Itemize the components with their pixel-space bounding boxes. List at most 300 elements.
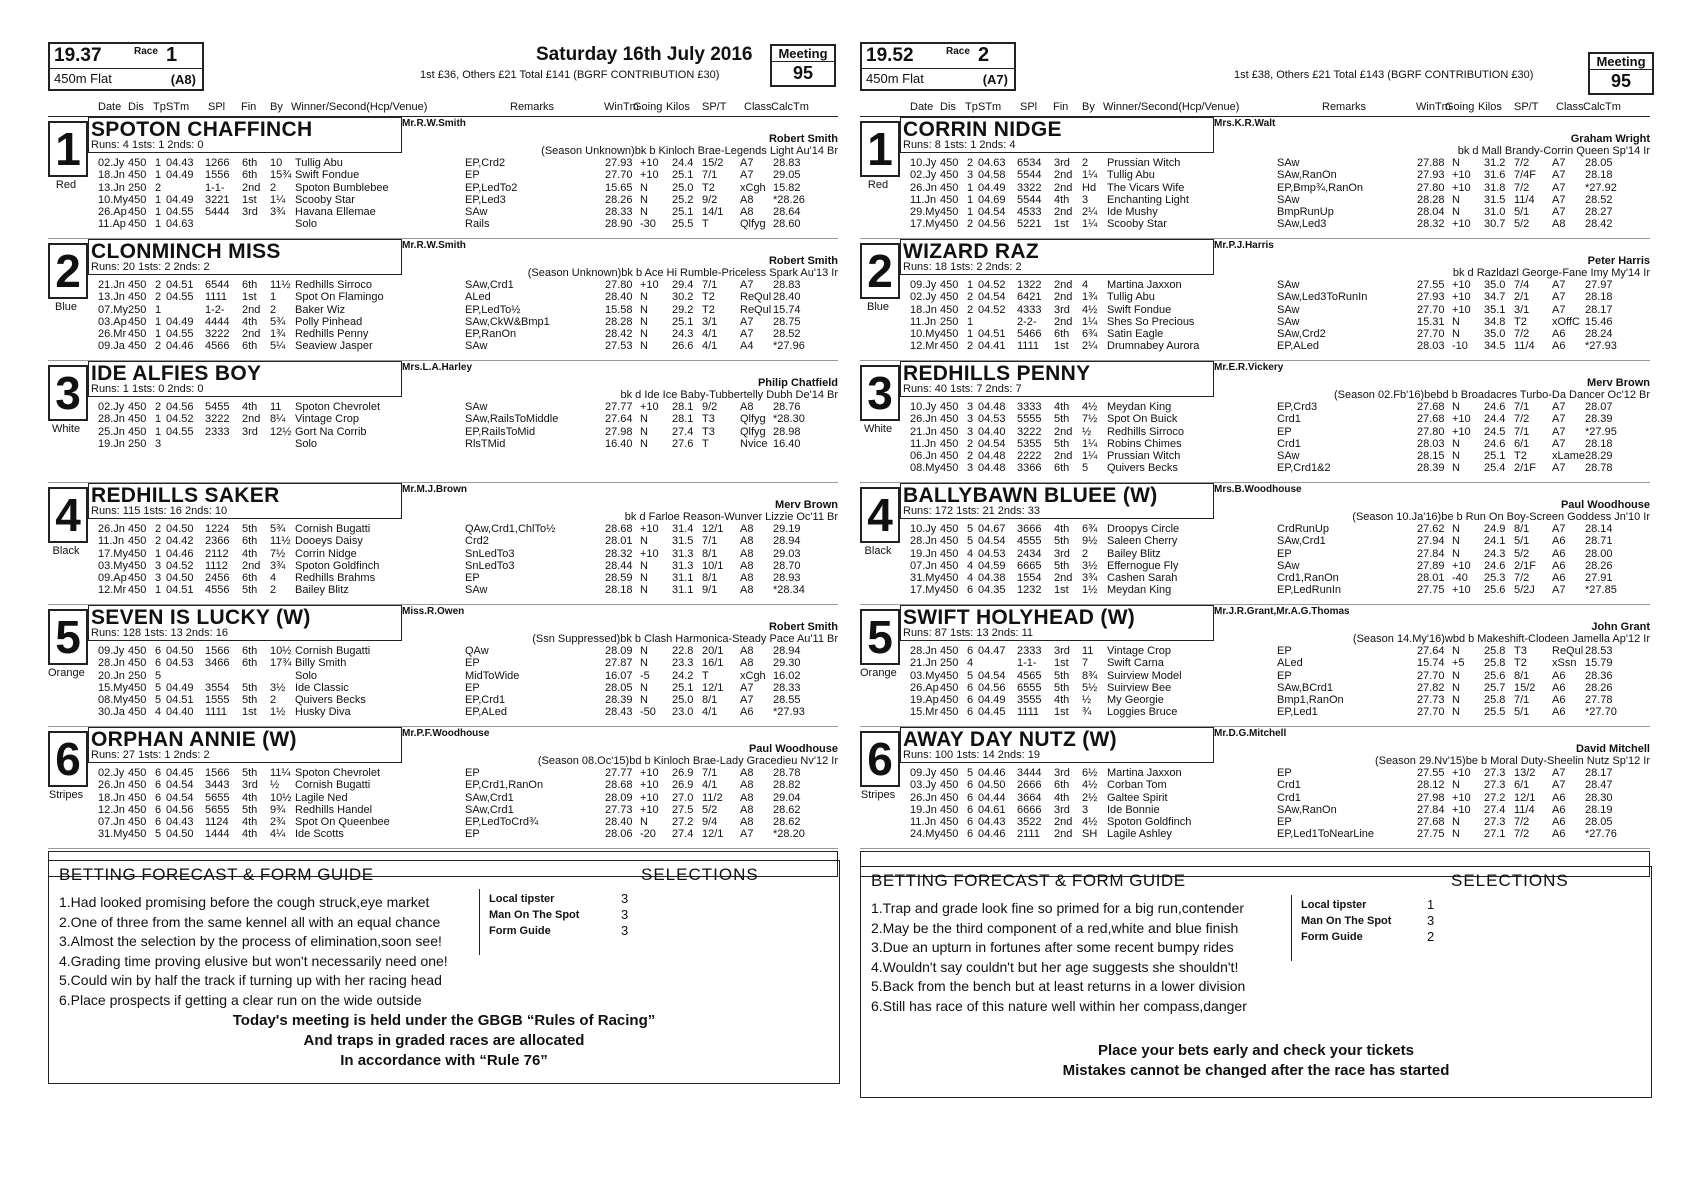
form-class: ReQul	[1552, 645, 1584, 657]
form-wintm: 27.80	[1417, 181, 1445, 194]
form-by: 3¾	[270, 559, 286, 572]
form-spl: 6665	[1017, 559, 1042, 572]
form-kilos: 24.5	[1484, 425, 1506, 438]
form-kilos: 27.1	[1484, 828, 1506, 841]
column-class: Class	[744, 101, 772, 113]
trap-number: 4	[860, 487, 900, 543]
race-time-box	[860, 42, 1016, 91]
runner-breeding: (Season 08.Oc'15)bd b Kinloch Brae-Lady Gracedieu Nv'12 Ir	[537, 755, 838, 767]
form-calctm: 15.82	[773, 181, 801, 194]
form-winnersecondhcpvenue: Meydan King	[1107, 584, 1172, 597]
form-row	[900, 206, 1650, 218]
form-spt: 7/2	[1514, 157, 1530, 169]
form-going: N	[640, 181, 648, 194]
form-row	[900, 645, 1650, 657]
form-class: A6	[1552, 535, 1566, 548]
form-fin: 2nd	[242, 181, 261, 194]
form-date: 02.Jy	[98, 767, 125, 779]
form-date: 02.Jy	[910, 169, 937, 182]
form-winnersecondhcpvenue: Robins Chimes	[1107, 437, 1182, 450]
column-stm: STm	[978, 101, 1002, 113]
form-stm: 04.40	[978, 425, 1006, 438]
form-fin: 6th	[242, 572, 258, 585]
form-by: 12½	[270, 425, 292, 438]
form-stm: 04.45	[166, 767, 194, 779]
form-going: N	[1452, 450, 1460, 463]
form-wintm: 27.82	[1417, 681, 1445, 694]
form-tp: 5	[155, 694, 162, 707]
form-stm: 04.55	[166, 291, 194, 304]
runner-name: BALLYBAWN BLUEE (W)	[903, 484, 1158, 507]
form-spt: 7/1	[1514, 425, 1530, 438]
form-winnersecondhcpvenue: Droopys Circle	[1107, 523, 1180, 535]
form-wintm: 27.84	[1417, 547, 1445, 560]
form-going: +10	[1452, 559, 1471, 572]
form-kilos: 25.0	[672, 181, 694, 194]
form-date: 09.Ja	[98, 340, 125, 353]
form-spt: 2/1F	[1514, 462, 1537, 475]
form-spt: 8/1	[702, 572, 718, 585]
form-fin: 1st	[242, 291, 257, 304]
trap-colour: Black	[52, 545, 80, 557]
tipster-names	[1301, 897, 1391, 945]
form-spl: 5444	[205, 206, 230, 219]
form-calctm: 27.91	[1585, 572, 1613, 585]
form-kilos: 28.1	[672, 401, 694, 413]
form-dis: 450	[940, 450, 959, 463]
form-winnersecondhcpvenue: Swift Fondue	[295, 169, 360, 182]
form-remarks: QAw,Crd1,ChlTo½	[465, 523, 556, 535]
form-fin: 1st	[1054, 340, 1069, 353]
form-stm: 04.48	[978, 401, 1006, 413]
form-spl: 3333	[1017, 401, 1042, 413]
form-row	[88, 401, 838, 413]
form-calctm: 28.76	[773, 401, 801, 413]
form-kilos: 24.2	[672, 669, 694, 682]
form-stm: 04.56	[166, 803, 194, 816]
form-row	[88, 169, 838, 181]
form-kilos: 27.4	[672, 828, 694, 841]
runner-stats: Runs: 40 1sts: 7 2nds: 7	[903, 383, 1022, 395]
form-date: 08.My	[98, 694, 128, 707]
form-row	[88, 182, 838, 194]
runner-name-box	[900, 361, 1214, 397]
form-kilos: 27.3	[1484, 779, 1506, 792]
form-remarks: SAw	[1277, 279, 1300, 291]
form-spl: 1555	[205, 694, 230, 707]
form-wintm: 27.93	[605, 157, 633, 169]
form-going: +10	[1452, 291, 1471, 304]
form-dis: 450	[128, 401, 147, 413]
trap-number: 1	[48, 121, 88, 177]
form-winnersecondhcpvenue: Redhills Sirroco	[295, 279, 373, 291]
form-spl: 1556	[205, 169, 230, 182]
form-dis: 450	[128, 706, 147, 719]
form-remarks: SnLedTo3	[465, 547, 515, 560]
form-tp: 3	[155, 559, 162, 572]
form-tp: 6	[155, 767, 162, 779]
form-tp: 6	[967, 681, 974, 694]
form-kilos: 31.5	[672, 535, 694, 548]
form-going: N	[640, 413, 648, 426]
form-stm: 04.50	[166, 645, 194, 657]
form-stm: 04.61	[978, 803, 1006, 816]
form-tp: 1	[155, 328, 162, 341]
trap-colour: Orange	[860, 667, 897, 679]
form-by: 4½	[1082, 816, 1098, 829]
form-row	[88, 572, 838, 584]
form-fin: 5th	[1054, 559, 1070, 572]
form-kilos: 27.6	[672, 437, 694, 450]
form-class: A8	[740, 547, 754, 560]
form-wintm: 28.09	[605, 645, 633, 657]
form-remarks: SAw,RanOn	[1277, 169, 1337, 182]
tipster-picks	[1427, 897, 1434, 945]
forecast-line: 6.Still has race of this nature well within her compass,danger	[871, 997, 1247, 1014]
form-row	[88, 657, 838, 669]
runner-name: WIZARD RAZ	[903, 240, 1039, 263]
form-dis: 450	[128, 340, 147, 353]
form-remarks: Crd2	[465, 535, 489, 548]
form-dis: 450	[128, 193, 147, 206]
tipster-pick: 3	[621, 907, 629, 922]
form-fin: 4th	[242, 315, 258, 328]
form-stm: 04.56	[166, 401, 194, 413]
form-going: +10	[640, 547, 659, 560]
runner-name-box	[88, 117, 402, 153]
form-winnersecondhcpvenue: Spoton Bumblebee	[295, 181, 389, 194]
form-tp: 6	[967, 694, 974, 707]
tipster-names	[489, 891, 579, 939]
form-stm: 04.41	[978, 340, 1006, 353]
form-wintm: 27.77	[605, 767, 633, 779]
form-lines	[88, 401, 838, 450]
form-date: 15.My	[98, 681, 128, 694]
form-class: xCgh	[740, 669, 766, 682]
form-remarks: SAw	[465, 206, 488, 219]
runner-entry	[48, 727, 838, 849]
trap-colour: Blue	[866, 301, 890, 313]
column-calctm: CalcTm	[1583, 101, 1621, 113]
runner-stats: Runs: 87 1sts: 13 2nds: 11	[903, 627, 1034, 639]
form-remarks: SAw,BCrd1	[1277, 681, 1334, 694]
form-winnersecondhcpvenue: Solo	[295, 669, 318, 682]
form-dis: 450	[940, 340, 959, 353]
form-by: ½	[270, 779, 280, 792]
form-tp: 1	[155, 206, 162, 219]
form-stm: 04.35	[978, 584, 1006, 597]
form-fin: 5th	[1054, 437, 1070, 450]
form-spl: 3664	[1017, 791, 1042, 804]
form-wintm: 28.33	[605, 206, 633, 219]
selections-title: SELECTIONS	[641, 865, 759, 884]
form-date: 03.My	[910, 669, 940, 682]
runner-trainer: David Mitchell	[1576, 743, 1650, 755]
form-row	[900, 767, 1650, 779]
form-wintm: 27.80	[605, 279, 633, 291]
runner-entry	[860, 605, 1650, 727]
form-row	[900, 535, 1650, 547]
form-kilos: 26.6	[672, 340, 694, 353]
form-wintm: 27.55	[1417, 279, 1445, 291]
form-kilos: 25.7	[1484, 681, 1506, 694]
form-tp: 6	[155, 803, 162, 816]
form-kilos: 25.6	[1484, 584, 1506, 597]
form-winnersecondhcpvenue: Spoton Goldfinch	[295, 559, 380, 572]
form-fin: 3rd	[242, 425, 258, 438]
form-wintm: 27.70	[605, 169, 633, 182]
form-winnersecondhcpvenue: Redhills Handel	[295, 803, 373, 816]
form-row	[900, 804, 1650, 816]
form-date: 02.Jy	[98, 157, 125, 169]
form-spt: 11/4	[1514, 193, 1535, 206]
form-by: 5¾	[270, 315, 286, 328]
runner-name-box	[88, 239, 402, 275]
form-date: 12.Mr	[910, 340, 939, 353]
form-spt: 11/4	[1514, 803, 1535, 816]
form-spt: 5/1	[1514, 206, 1530, 219]
form-spl: 1266	[205, 157, 230, 169]
form-by: 2	[270, 303, 277, 316]
trap-colour: White	[51, 423, 81, 435]
form-spt: 8/1	[1514, 669, 1530, 682]
form-kilos: 25.6	[1484, 669, 1506, 682]
form-by: 17¾	[270, 657, 292, 670]
form-stm: 04.52	[978, 303, 1006, 316]
form-row	[88, 426, 838, 438]
form-class: A6	[1552, 694, 1566, 707]
form-winnersecondhcpvenue: Satin Eagle	[1107, 328, 1164, 341]
form-kilos: 28.1	[672, 413, 694, 426]
form-by: 1¾	[1082, 291, 1098, 304]
form-spl: 1554	[1017, 572, 1042, 585]
form-class: A8	[1552, 218, 1566, 231]
form-by: 6¾	[1082, 328, 1098, 341]
form-remarks: Rails	[465, 218, 490, 231]
form-wintm: 28.09	[605, 791, 633, 804]
form-remarks: SAw,CkW&Bmp1	[465, 315, 550, 328]
footnote-line: Mistakes cannot be changed after the race has started	[1062, 1062, 1450, 1079]
runner-name: REDHILLS PENNY	[903, 362, 1091, 385]
form-fin: 6th	[242, 279, 258, 291]
form-dis: 450	[128, 779, 147, 792]
form-tp: 4	[967, 547, 974, 560]
forecast-line: 4.Grading time proving elusive but won't necessarily need one!	[59, 952, 448, 969]
race-card-left	[48, 42, 838, 1069]
form-kilos: 24.1	[1484, 535, 1506, 548]
form-kilos: 25.8	[1484, 645, 1506, 657]
form-calctm: *27.92	[1585, 181, 1617, 194]
form-wintm: 16.40	[605, 437, 633, 450]
form-kilos: 29.2	[672, 303, 694, 316]
form-date: 29.My	[910, 206, 940, 219]
form-lines	[900, 279, 1650, 353]
form-calctm: 28.93	[773, 572, 801, 585]
form-wintm: 27.64	[605, 413, 633, 426]
form-winnersecondhcpvenue: Cornish Bugatti	[295, 645, 371, 657]
runner-name: SPOTON CHAFFINCH	[91, 118, 313, 141]
form-wintm: 28.59	[605, 572, 633, 585]
form-kilos: 27.2	[672, 816, 694, 829]
form-going: +10	[1452, 425, 1471, 438]
form-remarks: EP	[1277, 767, 1292, 779]
runner-owner: Mr.P.F.Woodhouse	[402, 728, 490, 739]
form-dis: 450	[128, 425, 147, 438]
form-fin: 6th	[242, 340, 258, 353]
form-winnersecondhcpvenue: Ide Mushy	[1107, 206, 1158, 219]
form-spl: 4555	[1017, 535, 1042, 548]
form-winnersecondhcpvenue: Corban Tom	[1107, 779, 1167, 792]
form-wintm: 28.42	[605, 328, 633, 341]
form-stm: 04.55	[166, 206, 194, 219]
form-fin: 5th	[242, 523, 258, 535]
form-stm: 04.49	[978, 181, 1006, 194]
form-spl: 6544	[205, 279, 230, 291]
form-stm: 04.46	[978, 828, 1006, 841]
form-remarks: SAw	[1277, 315, 1300, 328]
form-calctm: 29.04	[773, 791, 801, 804]
form-date: 28.Jn	[910, 535, 937, 548]
form-spt: 12/1	[702, 523, 724, 535]
form-calctm: 15.46	[1585, 315, 1613, 328]
runner-trainer: Merv Brown	[1587, 377, 1650, 389]
form-date: 10.My	[98, 193, 128, 206]
form-tp: 6	[967, 791, 974, 804]
form-going: -20	[640, 828, 656, 841]
form-wintm: 28.68	[605, 523, 633, 535]
runner-name-box	[900, 605, 1214, 641]
form-winnersecondhcpvenue: Vintage Crop	[295, 413, 360, 426]
column-by: By	[270, 101, 283, 113]
form-tp: 3	[967, 169, 974, 182]
form-calctm: 28.24	[1585, 328, 1613, 341]
form-dis: 450	[128, 767, 147, 779]
form-tp: 6	[967, 816, 974, 829]
form-remarks: Crd1	[1277, 791, 1301, 804]
form-kilos: 35.1	[1484, 303, 1506, 316]
form-winnersecondhcpvenue: Bailey Blitz	[1107, 547, 1161, 560]
form-tp: 2	[967, 291, 974, 304]
form-date: 10.Jy	[910, 523, 937, 535]
form-kilos: 23.3	[672, 657, 694, 670]
form-class: Nvice	[740, 437, 768, 450]
form-kilos: 23.0	[672, 706, 694, 719]
form-winnersecondhcpvenue: Solo	[295, 218, 318, 231]
column-stm: STm	[166, 101, 190, 113]
form-dis: 450	[940, 669, 959, 682]
form-winnersecondhcpvenue: Prussian Witch	[1107, 450, 1181, 463]
race-time-row	[862, 44, 1014, 69]
form-wintm: 27.53	[605, 340, 633, 353]
form-remarks: EP,RanOn	[465, 328, 517, 341]
form-spt: 7/1	[1514, 401, 1530, 413]
form-kilos: 34.8	[1484, 315, 1506, 328]
form-tp: 1	[155, 303, 162, 316]
form-kilos: 24.4	[1484, 413, 1506, 426]
form-going: N	[1452, 157, 1460, 169]
form-calctm: 29.30	[773, 657, 801, 670]
form-class: xOffC	[1552, 315, 1580, 328]
form-row	[900, 291, 1650, 303]
form-stm: 04.52	[166, 413, 194, 426]
form-date: 11.Ap	[98, 218, 126, 231]
form-wintm: 15.74	[1417, 657, 1445, 670]
tipster-pick: 3	[1427, 913, 1435, 928]
race-grade: (A8)	[170, 72, 196, 87]
form-remarks: SAw	[465, 584, 488, 597]
form-fin: 6th	[1054, 328, 1070, 341]
form-tp: 3	[967, 425, 974, 438]
form-calctm: 15.79	[1585, 657, 1613, 670]
form-date: 18.Jn	[910, 303, 937, 316]
form-spl: 5466	[1017, 328, 1042, 341]
form-spt: 9/2	[702, 401, 718, 413]
column-header	[48, 100, 838, 117]
form-tp: 2	[155, 535, 162, 548]
form-date: 03.Ap	[98, 315, 127, 328]
form-spt: 16/1	[702, 657, 724, 670]
form-class: A8	[740, 559, 754, 572]
form-stm: 04.43	[166, 157, 194, 169]
runner-entry	[48, 605, 838, 727]
form-by: 2¼	[1082, 206, 1098, 219]
form-class: A7	[1552, 767, 1566, 779]
form-by: 1¼	[1082, 218, 1098, 231]
form-date: 18.Jn	[98, 169, 125, 182]
form-date: 19.Ap	[910, 694, 939, 707]
form-spl: 5655	[205, 791, 230, 804]
form-row	[88, 584, 838, 596]
runner-breeding: bk d Razldazl George-Fane Imy My'14 Ir	[1452, 267, 1650, 279]
footnote-line: And traps in graded races are allocated	[303, 1032, 585, 1049]
form-spt: 7/1	[702, 279, 718, 291]
form-going: -30	[640, 218, 656, 231]
form-tp: 2	[967, 340, 974, 353]
form-wintm: 15.58	[605, 303, 633, 316]
form-wintm: 28.06	[605, 828, 633, 841]
form-going: +5	[1452, 657, 1465, 670]
tipster-pick: 1	[1427, 897, 1435, 912]
form-by: 3¾	[1082, 572, 1098, 585]
form-wintm: 27.75	[1417, 584, 1445, 597]
form-dis: 450	[940, 547, 959, 560]
form-stm: 04.52	[978, 279, 1006, 291]
form-calctm: 28.55	[773, 694, 801, 707]
form-fin: 3rd	[1054, 645, 1070, 657]
form-date: 07.Jn	[98, 816, 125, 829]
form-spt: 15/2	[1514, 681, 1536, 694]
form-fin: 4th	[242, 816, 258, 829]
form-spl: 6421	[1017, 291, 1042, 304]
form-spt: 5/1	[1514, 706, 1530, 719]
form-wintm: 27.94	[1417, 535, 1445, 548]
form-fin: 5th	[242, 584, 258, 597]
form-class: A6	[1552, 669, 1566, 682]
form-date: 06.Jn	[910, 450, 937, 463]
form-kilos: 31.6	[1484, 169, 1506, 182]
form-by: 9¾	[270, 803, 286, 816]
runner-name: AWAY DAY NUTZ (W)	[903, 728, 1117, 751]
forecast-line: 5.Could win by half the track if turning up with her racing head	[59, 972, 442, 988]
form-winnersecondhcpvenue: Ide Classic	[295, 681, 349, 694]
form-row	[88, 438, 838, 450]
form-going: +10	[640, 169, 659, 182]
form-spt: 14/1	[702, 206, 724, 219]
form-kilos: 24.6	[1484, 401, 1506, 413]
race-time: 19.52	[866, 45, 914, 66]
form-row	[88, 816, 838, 828]
form-class: Qlfyg	[740, 413, 766, 426]
